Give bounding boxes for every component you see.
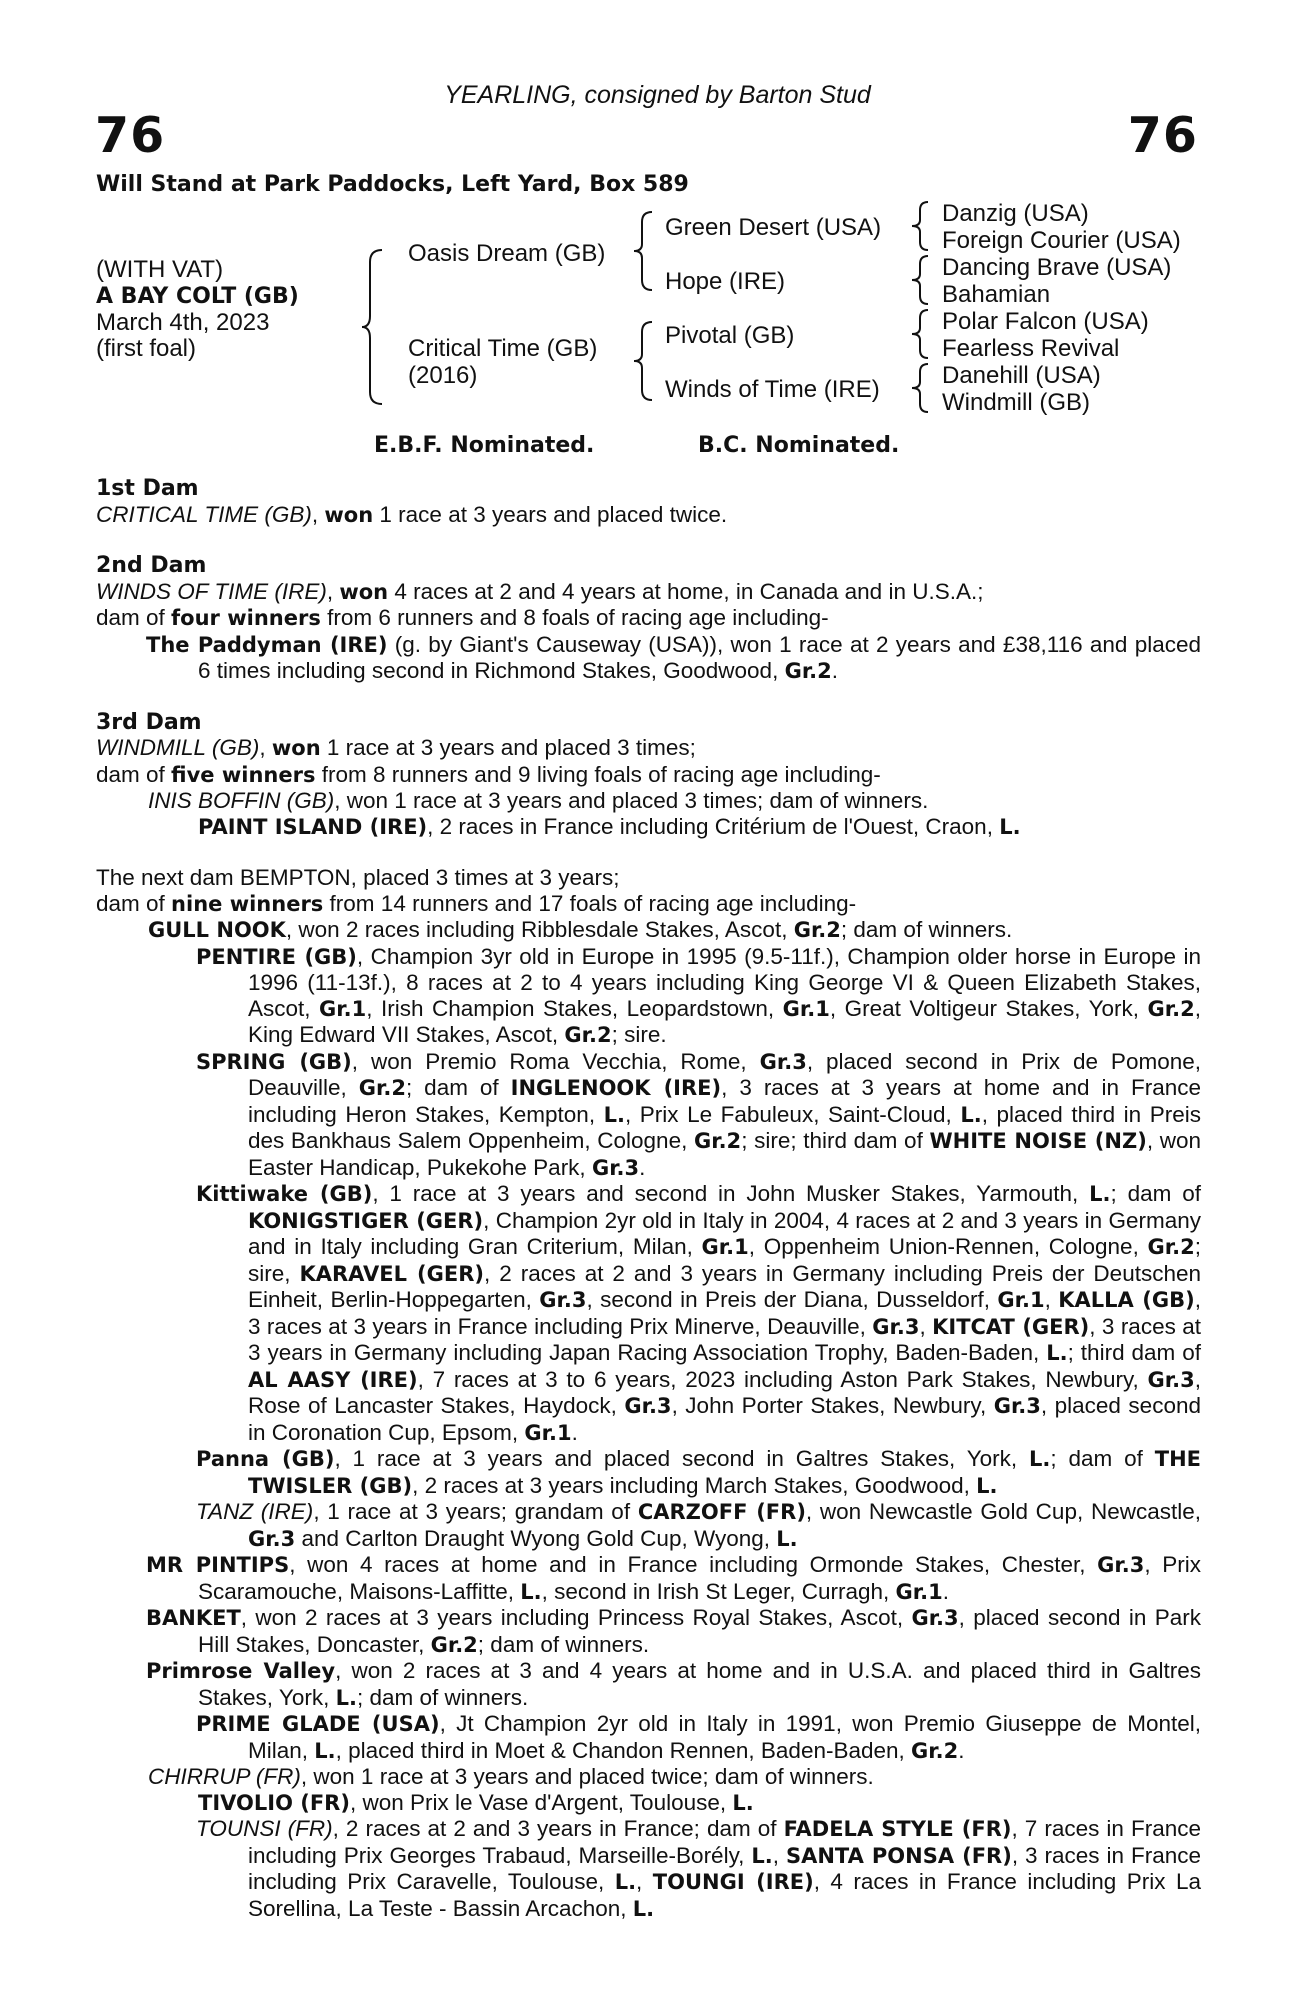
text-run: , second in Irish St Leger, Curragh, [541,1578,896,1604]
italic-text: TANZ (IRE) [196,1499,314,1524]
text-run: 4 races at 2 and 4 years at home, in Canada and in U.S.A.; [388,578,984,604]
vat-note: (WITH VAT) [96,256,224,283]
bold-text: The Paddyman (IRE) [146,632,388,657]
text-run: from 14 runners and 17 foals of racing age including- [323,890,857,916]
bold-text: Kittiwake (GB) [196,1182,373,1206]
text-run: , John Porter Stakes, Newbury, [671,1393,994,1418]
text-run: , 3 races in France including Prix Caravelle, Toulouse, [248,1842,1201,1894]
bold-text: L. [632,1896,655,1921]
text-run: . [639,1154,646,1180]
bold-text: CARZOFF (FR) [637,1500,806,1524]
italic-text: CHIRRUP (FR) [148,1764,301,1789]
pedigree-brace-dam [632,320,658,402]
bold-text: Gr.1 [997,1288,1045,1312]
paragraph [96,1658,1201,1711]
text-run: , 4 races in France including Prix La Sorellina, La Teste - Bassin Arcachon, [248,1869,1201,1921]
pedigree-brace-main [360,248,390,406]
paragraph [96,1499,1201,1552]
bold-text: GULL NOOK [148,918,286,942]
third-dam-heading: 3rd Dam [96,709,202,735]
ancestor-g8: Windmill (GB) [942,389,1090,416]
text-run: , won 1 race at 3 years and placed 3 times; dam of winners. [334,788,929,813]
lot-number-left: 76 [95,107,166,164]
bold-text: KARAVEL (GER) [299,1261,484,1286]
paragraph [96,762,1201,789]
bold-text: Gr.2 [1147,996,1195,1021]
paragraph [96,605,1201,632]
text-run: , 3 races at 3 years in Germany including Japan Racing Association Trophy, Baden-Baden, [248,1313,1201,1365]
text-run: , 1 race at 3 years and placed second in Galtres Stakes, York, [334,1446,1030,1471]
text-run: , [772,1842,786,1868]
text-run: , Oppenheim Union-Rennen, Cologne, [748,1234,1148,1259]
bold-text: Gr.3 [248,1526,296,1551]
text-run: , won Prix le Vase d'Argent, Toulouse, [349,1789,733,1815]
text-run: from 6 runners and 8 foals of racing age including- [320,605,829,630]
bold-text: L. [999,814,1021,839]
text-run: , won 2 races at 3 years including Princess Royal Stakes, Ascot, [240,1605,912,1630]
text-run: . [831,658,839,683]
text-run: , won Premio Roma Vecchia, Rome, [351,1048,760,1074]
text-run: , Prix Le Fabuleux, Saint-Cloud, [624,1101,961,1127]
bold-text: THE TWISLER (GB) [248,1447,1202,1498]
bold-text: L. [732,1790,754,1815]
bold-text: AL AASY (IRE) [248,1367,418,1392]
bold-text: L. [614,1870,637,1894]
bold-text: Gr.3 [591,1155,640,1180]
ancestor-g4: Bahamian [942,281,1051,308]
bold-text: won [271,736,321,760]
text-run: and Carlton Draught Wyong Gold Cup, Wyong, [295,1525,777,1551]
dam-name: Critical Time (GB) [408,335,598,362]
bold-text: Gr.2 [911,1738,959,1763]
bold-text: won [339,579,389,604]
bc-nomination: B.C. Nominated. [698,433,900,458]
text-run: , 7 races in France including Prix Georges Trabaud, Marseille-Borély, [248,1816,1201,1868]
ebf-nomination: E.B.F. Nominated. [374,433,595,458]
bold-text: TIVOLIO (FR) [198,1790,350,1815]
bold-text: Gr.3 [759,1049,807,1074]
italic-text: WINDMILL (GB) [96,735,260,760]
bold-text: nine winners [171,891,324,916]
text-run: from 8 runners and 9 living foals of racing age including- [315,761,881,787]
ancestor-g2: Foreign Courier (USA) [942,227,1181,254]
text-run: 1 race at 3 years and placed twice. [373,501,728,527]
bold-text: Gr.3 [539,1288,587,1312]
bold-text: L. [1029,1447,1051,1471]
text-run: ; dam of [1050,1446,1155,1471]
bold-text: Panna (GB) [196,1447,335,1471]
text-run: (g. by Giant's Causeway (USA)), won 1 race at 2 years and £38,116 and placed 6 times including second in Richmond Stakes, Goodwood, [198,631,1201,683]
sire-sire: Green Desert (USA) [665,214,882,241]
bold-text: won [324,502,374,527]
pedigree-brace-g3 [910,308,934,360]
text-run: ; dam of winners. [356,1684,529,1710]
bold-text: Gr.3 [1097,1553,1145,1577]
text-run: ; dam of winners. [840,917,1013,942]
bold-text: KONIGSTIGER (GER) [248,1208,484,1233]
bold-text: Gr.1 [782,996,830,1021]
paragraph [96,917,1201,944]
text-run: , 2 races in France including Critérium de l'Ouest, Craon, [427,813,1000,839]
bold-text: Gr.3 [993,1394,1041,1418]
bold-text: L. [335,1685,357,1710]
text-run: , 3 races at 3 years at home and in France including Heron Stakes, Kempton, [248,1075,1201,1127]
text-run: . [571,1419,578,1445]
produce-record [96,476,1201,1922]
text-run: , King Edward VII Stakes, Ascot, [248,995,1201,1047]
bold-text: L. [520,1579,542,1604]
bold-text: PENTIRE (GB) [196,944,357,969]
text-run: , placed third in Preis des Bankhaus Salem Oppenheim, Cologne, [248,1101,1201,1153]
bold-text: WHITE NOISE (NZ) [929,1129,1147,1153]
paragraph [96,788,1201,814]
text-run: , Irish Champion Stakes, Leopardstown, [366,995,783,1021]
text-run: , 2 races at 2 and 3 years in France; dam of [332,1816,784,1841]
paragraph [96,865,1201,891]
page-subtitle: YEARLING, consigned by Barton Stud [444,81,871,109]
bold-text: PRIME GLADE (USA) [196,1712,440,1736]
italic-text: WINDS OF TIME (IRE) [96,578,327,604]
dam-dam: Winds of Time (IRE) [665,376,880,403]
text-run: ; sire, [248,1234,1201,1286]
text-run: , [311,501,325,527]
text-run: , [919,1313,933,1339]
bold-text: Gr.1 [524,1420,572,1445]
sire-dam: Hope (IRE) [665,268,786,295]
bold-text: Gr.1 [319,996,367,1021]
bold-text: Gr.2 [793,918,841,942]
italic-text: TOUNSI (FR) [196,1816,333,1841]
bold-text: L. [314,1738,336,1763]
foaling-date: March 4th, 2023 [96,309,270,336]
bold-text: SPRING (GB) [196,1049,352,1074]
bold-text: BANKET [146,1606,241,1630]
text-run: , 1 race at 3 years and second in John Musker Stakes, Yarmouth, [372,1181,1090,1206]
bold-text: four winners [171,606,321,630]
bold-text: Gr.3 [1147,1367,1195,1392]
dam-year: (2016) [408,362,478,389]
bold-text: L. [751,1843,773,1868]
text-run: , [326,578,340,604]
bold-text: KALLA (GB) [1058,1288,1195,1312]
text-run: , placed second in Prix de Pomone, Deauville, [248,1048,1201,1100]
bold-text: L. [976,1473,998,1498]
bold-text: Gr.2 [784,659,832,683]
pedigree-brace-g2 [910,254,934,306]
paragraph [96,735,1201,762]
text-run: , won 1 race at 3 years and placed twice; dam of winners. [300,1764,874,1789]
text-run: , Champion 2yr old in Italy in 2004, 4 races at 2 and 3 years in Germany and in Italy including Gran Criterium, Milan, [248,1207,1201,1259]
pedigree-brace-sire [632,210,658,292]
bold-text: Gr.2 [358,1076,406,1100]
bold-text: KITCAT (GER) [932,1314,1090,1339]
text-run: , [1044,1287,1059,1312]
paragraph [96,1552,1201,1605]
paragraph [96,502,1201,529]
text-run: , Champion 3yr old in Europe in 1995 (9.5-11f.), Champion older horse in Europe in 1996 (11-13f.), 8 races at 2 to 4 years including King George VI & Queen Elizabeth Stakes, Ascot, [248,943,1201,1021]
paragraph [96,579,1201,606]
paragraph [96,814,1201,841]
bold-text: TOUNGI (IRE) [652,1870,814,1894]
text-run: , [259,735,272,760]
paragraph [96,1181,1201,1446]
stand-location: Will Stand at Park Paddocks, Left Yard, Box 589 [96,172,689,197]
text-run: , won Easter Handicap, Pukekohe Park, [248,1128,1201,1180]
bold-text: L. [1046,1341,1068,1365]
paragraph [96,944,1201,1049]
pedigree-brace-g1 [910,200,934,252]
text-run: , won Newcastle Gold Cup, Newcastle, [805,1499,1201,1524]
bold-text: L. [776,1526,798,1551]
bold-text: Gr.1 [895,1579,943,1604]
bold-text: Gr.3 [624,1394,672,1418]
text-run: , Jt Champion 2yr old in Italy in 1991, won Premio Giuseppe de Montel, Milan, [248,1711,1201,1763]
bold-text: FADELA STYLE (FR) [783,1817,1012,1841]
paragraph [96,1790,1201,1817]
bold-text: Gr.2 [1147,1235,1195,1259]
horse-name: A BAY COLT (GB) [96,284,299,309]
text-run: , 1 race at 3 years; grandam of [313,1499,638,1524]
text-run: . [958,1737,965,1763]
paragraph [96,1711,1201,1764]
paragraph [96,1049,1201,1182]
text-run: ; dam of [405,1075,511,1100]
paragraph [96,1764,1201,1790]
ancestor-g5: Polar Falcon (USA) [942,308,1149,335]
text-run: ; sire. [611,1022,667,1047]
text-run: dam of [96,761,172,787]
italic-text: CRITICAL TIME (GB) [96,501,312,527]
paragraph [96,1446,1201,1499]
bold-text: INGLENOOK (IRE) [510,1076,722,1100]
second-dam-heading: 2nd Dam [96,553,207,578]
bold-text: SANTA PONSA (FR) [785,1843,1012,1868]
text-run: , 7 races at 3 to 6 years, 2023 including Aston Park Stakes, Newbury, [417,1366,1148,1392]
pedigree-brace-g4 [910,362,934,414]
paragraph [96,1605,1201,1658]
text-run: , placed second in Park Hill Stakes, Doncaster, [198,1605,1201,1657]
text-run: ; sire; third dam of [741,1128,930,1153]
text-run: ; dam of [1110,1181,1201,1206]
text-run: , second in Preis der Diana, Dusseldorf, [586,1287,998,1312]
bold-text: Gr.1 [701,1235,749,1259]
ancestor-g6: Fearless Revival [942,335,1120,362]
lot-number-right: 76 [1127,107,1198,164]
text-run: ; third dam of [1067,1340,1202,1365]
ancestor-g3: Dancing Brave (USA) [942,254,1172,281]
ancestor-g7: Danehill (USA) [942,362,1101,389]
text-run: , 2 races at 2 and 3 years in Germany including Preis der Deutschen Einheit, Berlin-Hoppegarten, [248,1260,1201,1312]
text-run: , Great Voltigeur Stakes, York, [829,995,1148,1021]
text-run: 1 race at 3 years and placed 3 times; [320,735,696,760]
text-run: , Rose of Lancaster Stakes, Haydock, [248,1366,1202,1418]
text-run: dam of [96,890,172,916]
text-run: , won 4 races at home and in France including Ormonde Stakes, Chester, [289,1552,1098,1577]
italic-text: INIS BOFFIN (GB) [148,788,335,813]
text-run: , placed second in Coronation Cup, Epsom, [248,1393,1201,1445]
bold-text: five winners [171,762,316,787]
bold-text: L. [603,1102,625,1127]
bold-text: L. [1089,1182,1111,1206]
bold-text: Primrose Valley [146,1659,336,1683]
paragraph [96,891,1201,918]
bold-text: Gr.3 [911,1606,959,1630]
text-run: dam of [96,605,172,630]
text-run: , won 2 races including Ribblesdale Stakes, Ascot, [285,917,794,942]
text-run: The next dam BEMPTON, placed 3 times at 3 years; [96,865,620,890]
text-run: . [942,1578,950,1604]
text-run: , Prix Scaramouche, Maisons-Laffitte, [198,1552,1201,1604]
bold-text: L. [960,1102,982,1127]
dam-sire: Pivotal (GB) [665,322,795,349]
paragraph [96,1816,1201,1922]
first-dam-heading: 1st Dam [96,476,199,501]
text-run: , placed third in Moet & Chandon Rennen, Baden-Baden, [335,1737,912,1763]
sire-name: Oasis Dream (GB) [408,240,606,267]
bold-text: Gr.2 [693,1129,742,1153]
bold-text: PAINT ISLAND (IRE) [198,814,428,839]
text-run: , 3 races at 3 years in France including Prix Minerve, Deauville, [248,1287,1201,1339]
ancestor-g1: Danzig (USA) [942,200,1089,227]
bold-text: Gr.2 [564,1023,612,1047]
foal-note: (first foal) [96,335,197,362]
text-run: , 2 races at 3 years including March Stakes, Goodwood, [412,1472,977,1498]
text-run: , [636,1869,653,1894]
paragraph [96,632,1201,685]
text-run: , won 2 races at 3 and 4 years at home and in U.S.A. and placed third in Galtres Stakes, York, [198,1658,1201,1710]
text-run: ; dam of winners. [477,1631,650,1657]
bold-text: Gr.2 [430,1632,478,1657]
bold-text: Gr.3 [872,1314,920,1339]
bold-text: MR PINTIPS [146,1553,290,1577]
